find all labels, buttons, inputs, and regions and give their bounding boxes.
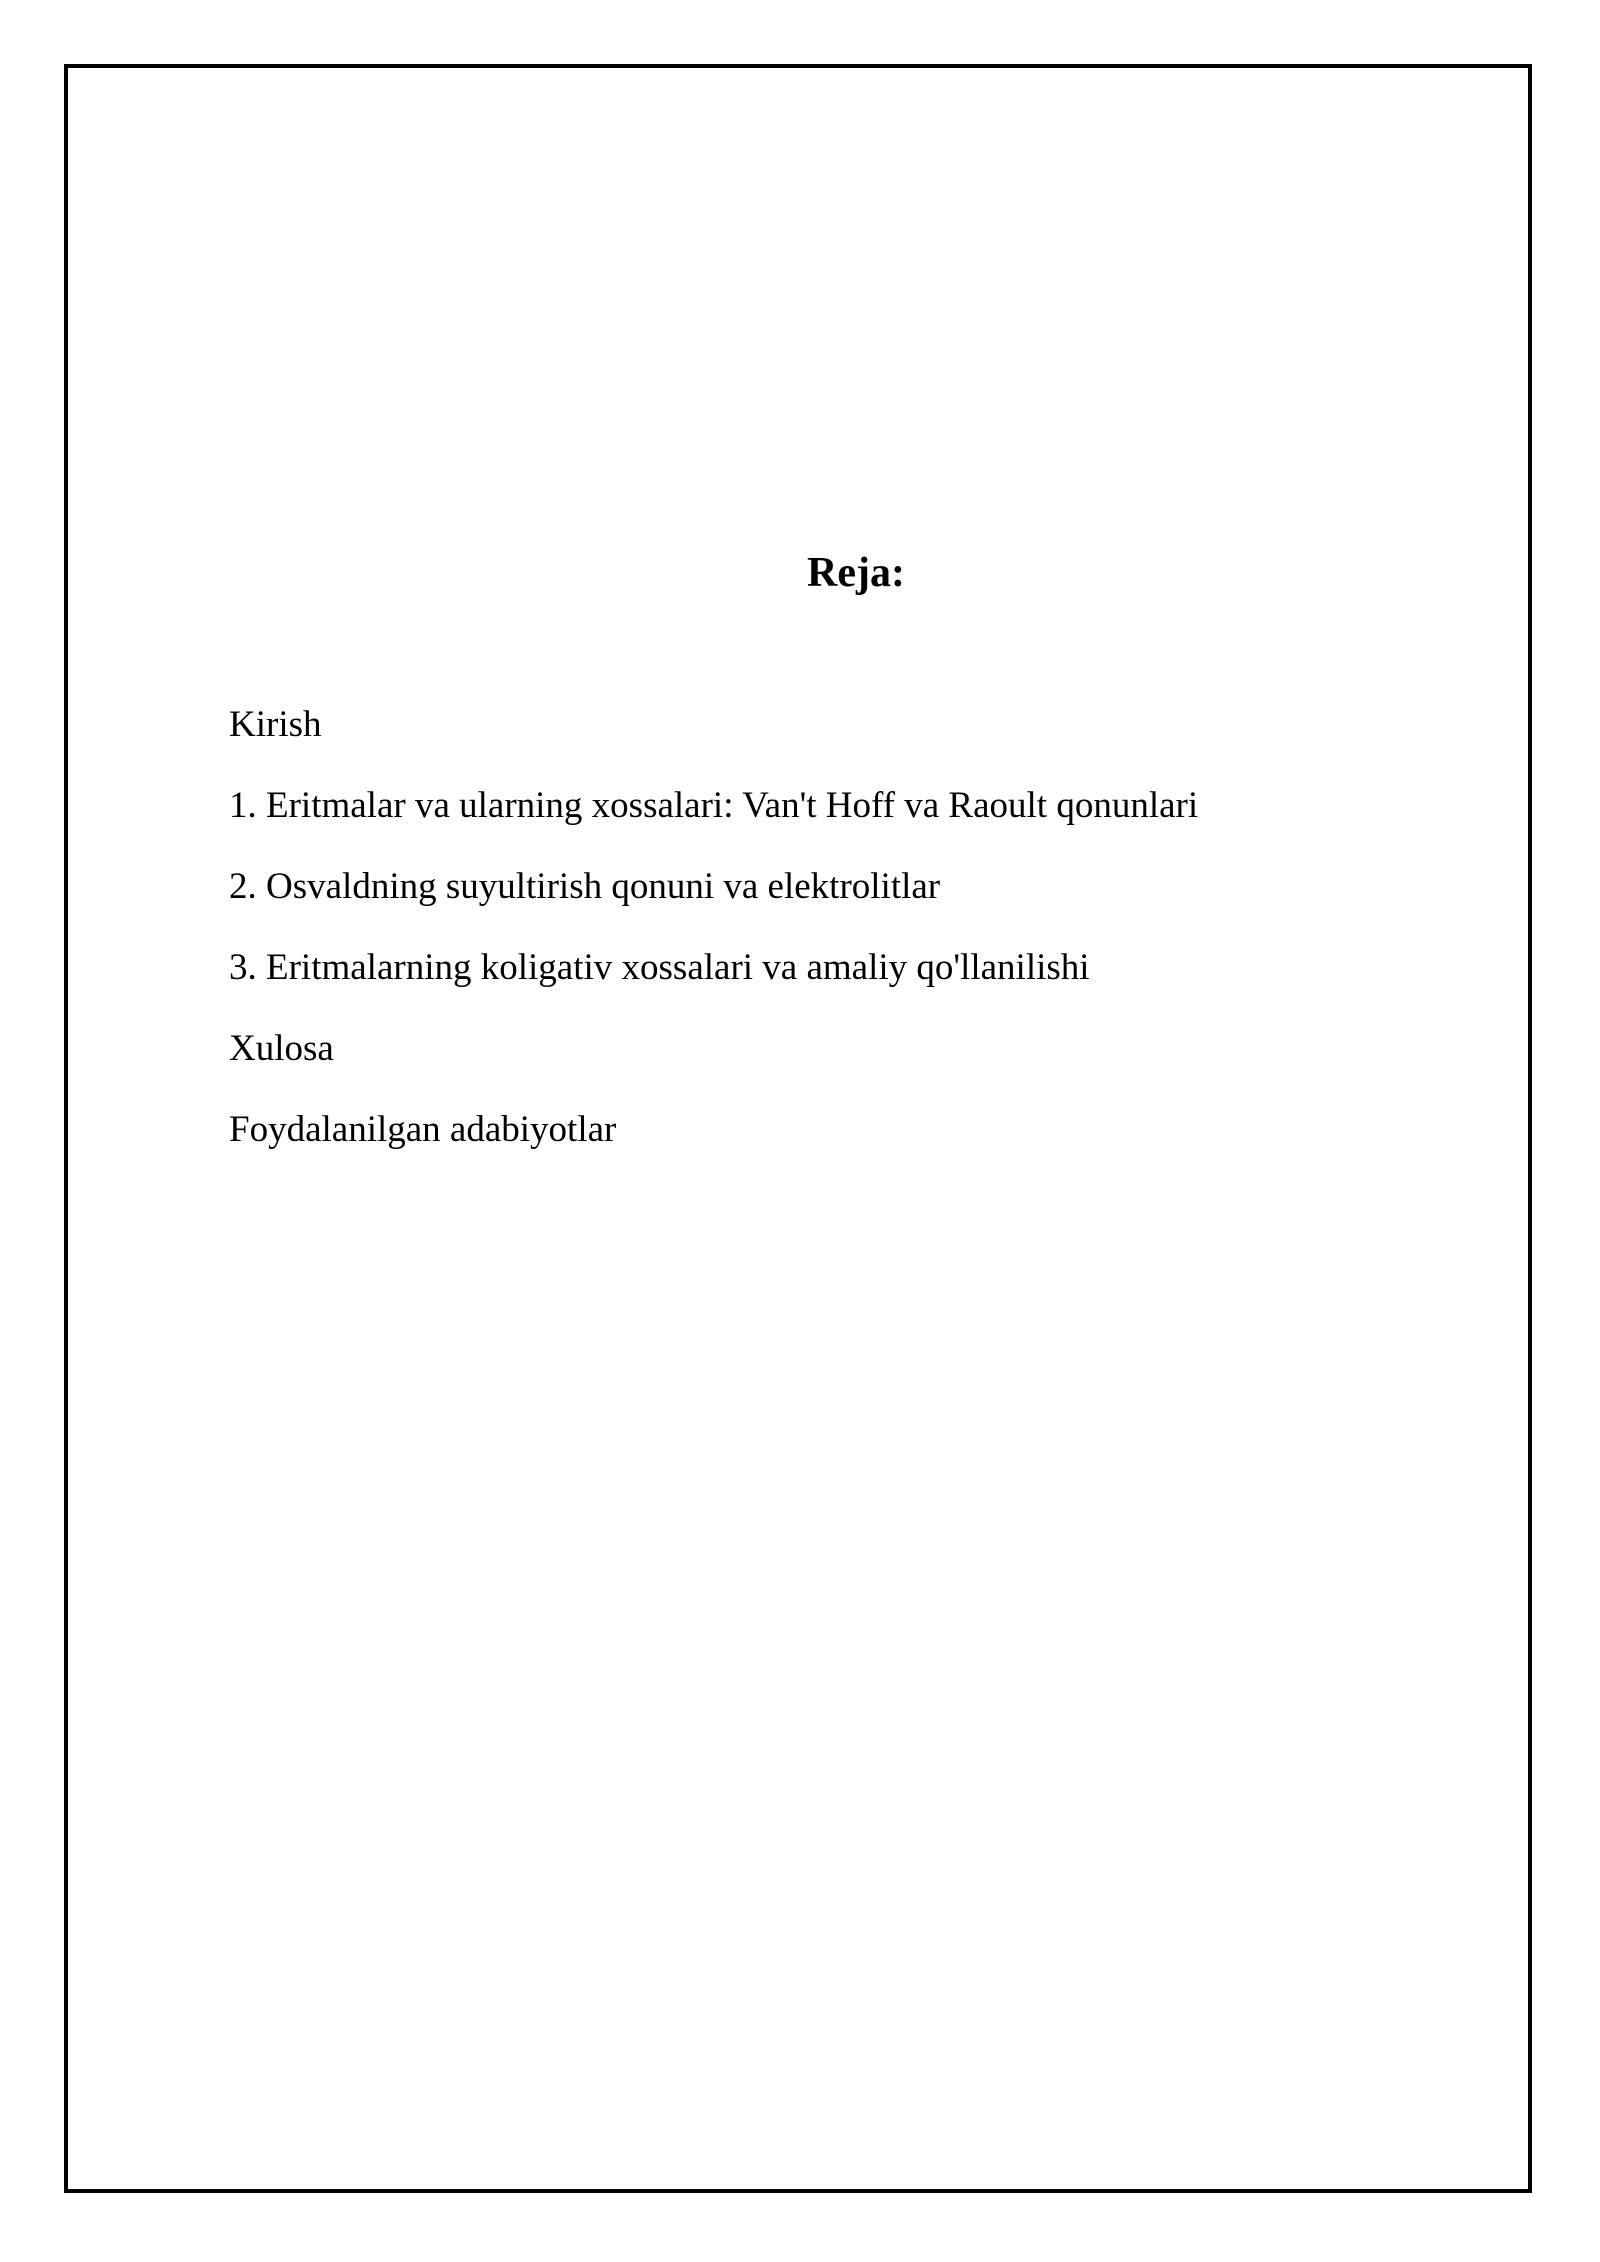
toc-item-2: 2. Osvaldning suyultirish qonuni va elektrolitlar bbox=[229, 866, 941, 907]
toc-item-conclusion: Xulosa bbox=[229, 1028, 334, 1069]
toc-item-1: 1. Eritmalar va ularning xossalari: Van't Hoff va Raoult qonunlari bbox=[229, 785, 1199, 826]
table-of-contents bbox=[229, 697, 1198, 1183]
toc-item-references: Foydalanilgan adabiyotlar bbox=[229, 1109, 617, 1150]
toc-item-3: 3. Eritmalarning koligativ xossalari va amaliy qo'llanilishi bbox=[229, 947, 1090, 988]
page-title: Reja: bbox=[807, 550, 905, 596]
toc-item-intro: Kirish bbox=[229, 704, 322, 745]
